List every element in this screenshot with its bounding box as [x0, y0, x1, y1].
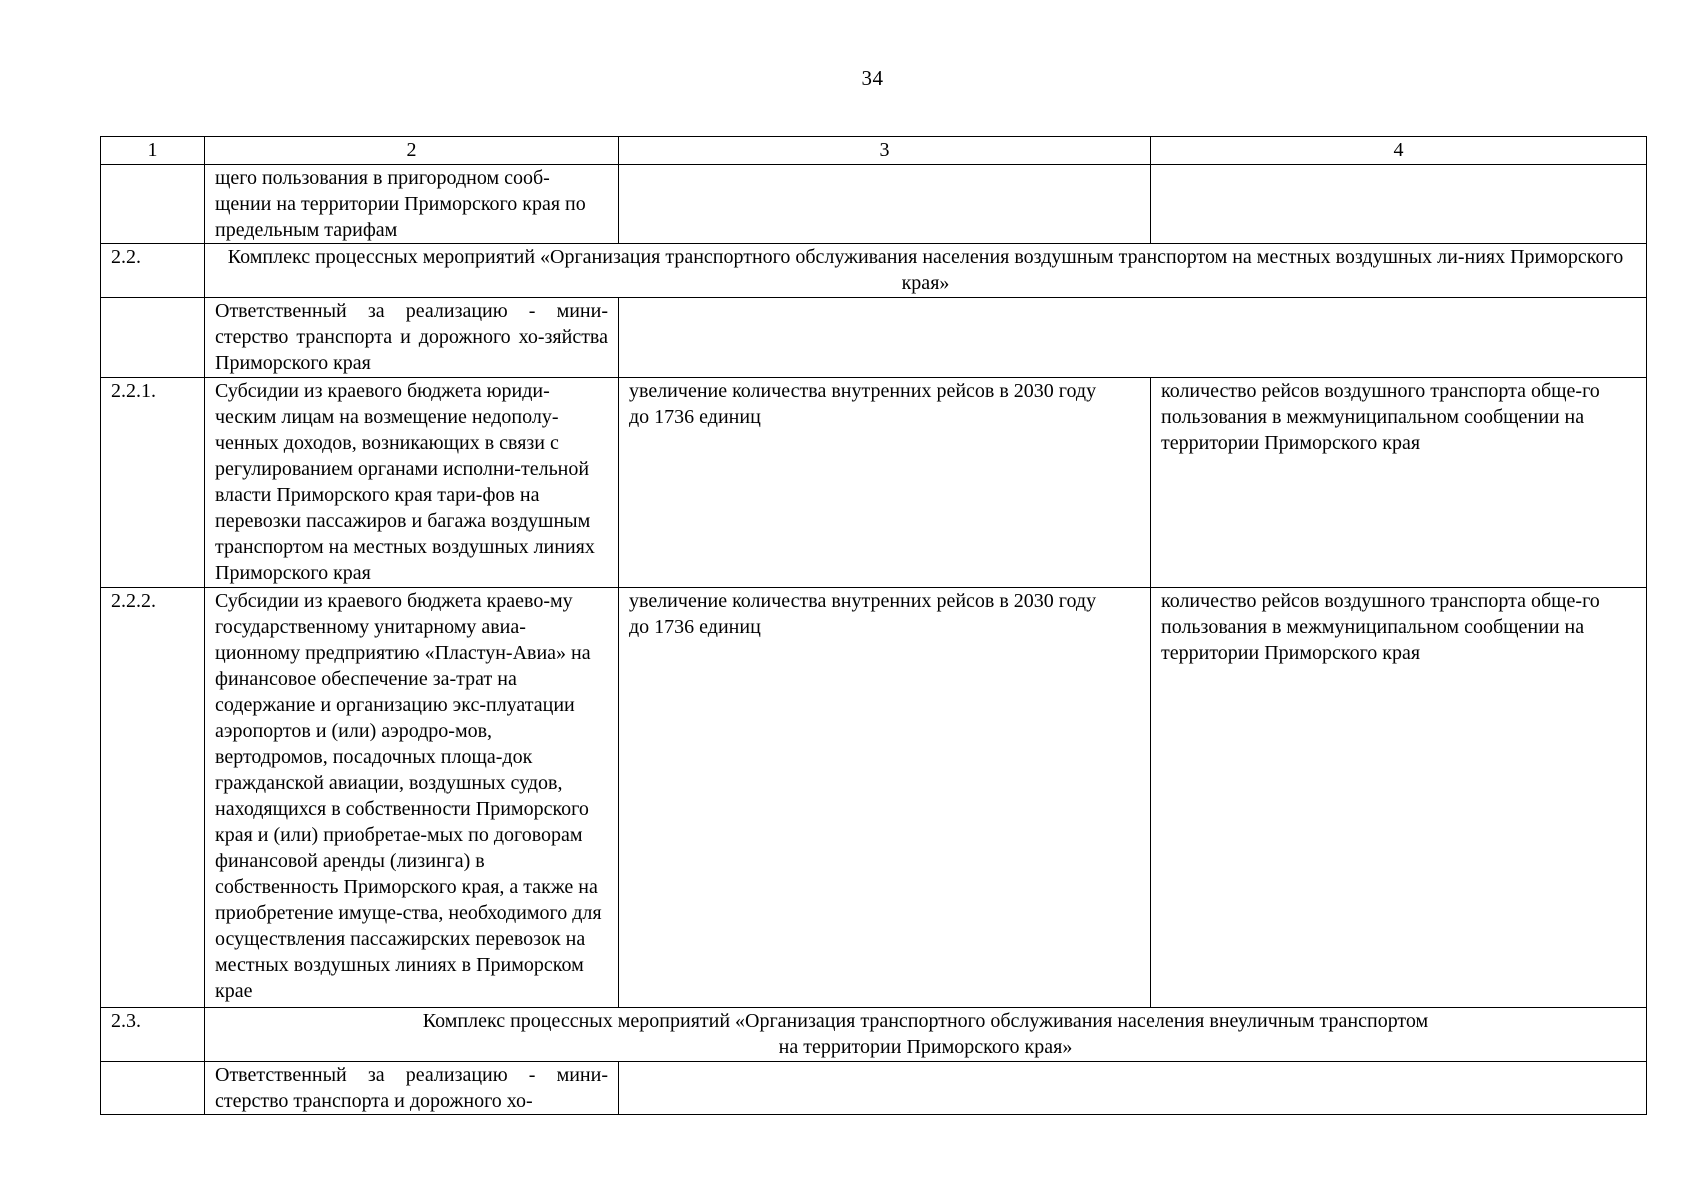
cell-result: [619, 165, 1151, 244]
cell-indicator: количество рейсов воздушного транспорта обще-го пользования в межмуниципальном сообщении на территории Приморского края: [1151, 588, 1647, 1008]
cell-measure: Субсидии из краевого бюджета краево-му государственному унитарному авиа-ционному предприятию «Пластун-Авиа» на финансовое обеспечение за-трат на содержание и организацию экс-плуатации аэропортов и (или) аэродро-мов, вертодромов, посадочных площа-док гражданской авиации, воздушных судов, находящихся в собственности Приморского края и (или) приобретае-мых по договорам финансовой аренды (лизинга) в собственность Приморского края, а также на приобретение имуще-ства, необходимого для осуществления пассажирских перевозок на местных воздушных линиях в Приморском крае: [205, 588, 619, 1008]
item-number: 2.2.2.: [101, 588, 205, 1008]
cell-measure: Субсидии из краевого бюджета юриди-ческим лицам на возмещение недополу-ченных доходов, возникающих в связи с регулированием органами исполни-тельной власти Приморского края тари-фов на перевозки пассажиров и багажа воздушным транспортом на местных воздушных линиях Приморского края: [205, 378, 619, 588]
cell-result: [619, 378, 1151, 588]
cell-indicator: [1151, 165, 1647, 244]
cell-number: [101, 298, 205, 378]
responsible-text: Ответственный за реализацию - мини-стерство транспорта и дорожного хо-: [205, 1062, 619, 1115]
responsible-empty: [619, 1062, 1647, 1115]
section-title: Комплекс процессных мероприятий «Организация транспортного обслуживания населения воздушным транспортом на местных воздушных ли-ниях Приморского края»: [205, 244, 1647, 298]
table-row-responsible-2-2: [101, 298, 1647, 378]
responsible-text: Ответственный за реализацию - мини-стерство транспорта и дорожного хо-зяйства Приморского края: [205, 298, 619, 378]
cell-measure-text: щего пользования в пригородном сооб-щении на территории Приморского края по предельным тарифам: [215, 167, 586, 241]
table-row-continuation: [101, 165, 1647, 244]
section-title: [205, 1008, 1647, 1062]
section-title-line-2: на территории Приморского края»: [778, 1036, 1073, 1058]
table-row-section-2-2: [101, 244, 1647, 298]
page-number: 34: [861, 66, 884, 90]
cell-number: [101, 165, 205, 244]
table-row-2-2-1: [101, 378, 1647, 588]
cell-result: [619, 588, 1151, 1008]
header-col-4: 4: [1151, 137, 1647, 165]
cell-result-text: увеличение количества внутренних рейсов в 2030 году до 1736 единиц: [629, 380, 1097, 428]
measures-table: [100, 136, 1647, 1115]
cell-number: [101, 1062, 205, 1115]
section-number: 2.2.: [101, 244, 205, 298]
header-col-1: 1: [101, 137, 205, 165]
cell-indicator: количество рейсов воздушного транспорта обще-го пользования в межмуниципальном сообщении на территории Приморского края: [1151, 378, 1647, 588]
item-number: 2.2.1.: [101, 378, 205, 588]
section-number: 2.3.: [101, 1008, 205, 1062]
responsible-empty: [619, 298, 1647, 378]
table-row-2-2-2: [101, 588, 1647, 1008]
cell-measure: [205, 165, 619, 244]
table-header-row: [101, 137, 1647, 165]
section-title-line-1: Комплекс процессных мероприятий «Организация транспортного обслуживания населения внеуличным транспортом: [422, 1010, 1429, 1032]
header-col-3: 3: [619, 137, 1151, 165]
cell-result-text: увеличение количества внутренних рейсов в 2030 году до 1736 единиц: [629, 590, 1097, 638]
header-col-2: 2: [205, 137, 619, 165]
table-row-responsible-2-3: [101, 1062, 1647, 1115]
table-row-section-2-3: [101, 1008, 1647, 1062]
